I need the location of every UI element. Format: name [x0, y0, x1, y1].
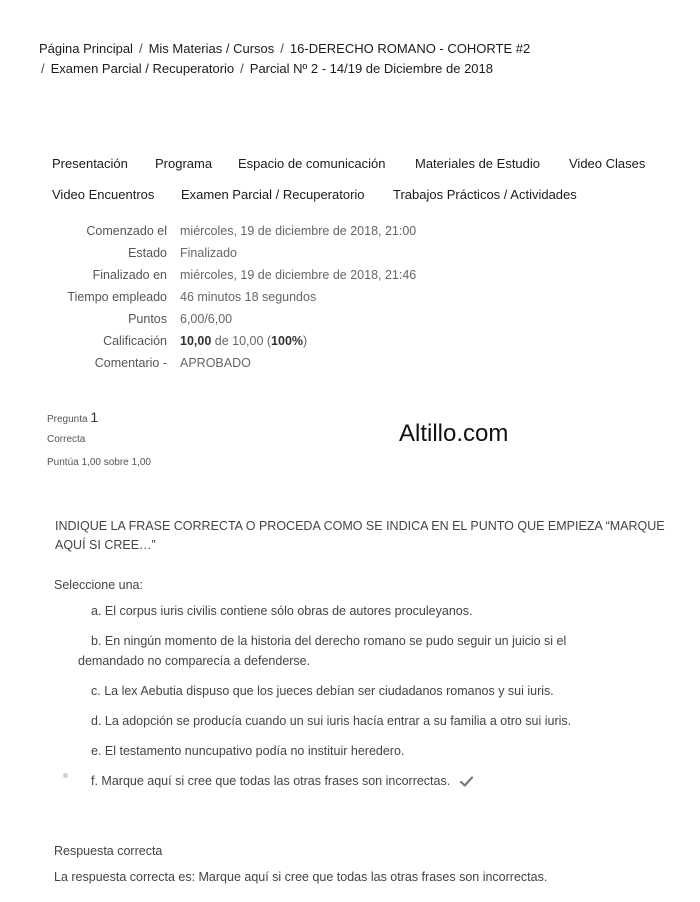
- breadcrumb-home[interactable]: Página Principal: [39, 41, 133, 56]
- time-label: Tiempo empleado: [67, 290, 167, 304]
- breadcrumb-separator: /: [280, 41, 284, 56]
- points-label: Puntos: [128, 312, 167, 326]
- started-label: Comenzado el: [86, 224, 167, 238]
- breadcrumb-exam[interactable]: Parcial Nº 2 - 14/19 de Diciembre de 2018: [249, 61, 493, 76]
- option-f-label: f. Marque aquí si cree que todas las otras frases son incorrectas.: [91, 774, 451, 788]
- nav-programa[interactable]: Programa: [155, 156, 213, 171]
- feedback-title: Respuesta correcta: [54, 844, 163, 858]
- breadcrumb-separator: /: [41, 61, 45, 76]
- option-f[interactable]: [91, 774, 473, 788]
- question-text: INDIQUE LA FRASE CORRECTA O PROCEDA COMO SE INDICA EN EL PUNTO QUE EMPIEZA “MARQUE AQUÍ SI CREE…”: [55, 519, 665, 552]
- option-a[interactable]: a. El corpus iuris civilis contiene sólo obras de autores proculeyanos.: [91, 604, 473, 618]
- points-value: 6,00/6,00: [180, 312, 233, 326]
- breadcrumb-line-2: [41, 61, 493, 76]
- grade-score: 10,00: [180, 334, 212, 348]
- breadcrumb-separator: /: [138, 41, 143, 56]
- option-e[interactable]: e. El testamento nuncupativo podía no instituir heredero.: [91, 744, 405, 758]
- radio-selected-icon[interactable]: [63, 773, 68, 778]
- option-b[interactable]: b. En ningún momento de la historia del derecho romano se pudo seguir un juicio si el: [91, 634, 567, 648]
- time-value: 46 minutos 18 segundos: [180, 290, 317, 304]
- state-label: Estado: [128, 246, 167, 260]
- breadcrumb-courses[interactable]: Mis Materias / Cursos: [148, 41, 275, 56]
- comment-value: APROBADO: [180, 356, 251, 370]
- nav-examen-parcial[interactable]: Examen Parcial / Recuperatorio: [181, 187, 365, 202]
- option-d[interactable]: d. La adopción se producía cuando un sui iuris hacía entrar a su familia a otro sui iuris.: [91, 714, 572, 728]
- feedback-text: La respuesta correcta es: Marque aquí si cree que todas las otras frases son incorrectas.: [54, 870, 548, 884]
- grade-percent: 100%: [271, 334, 304, 348]
- breadcrumb-exam-section[interactable]: Examen Parcial / Recuperatorio: [50, 61, 235, 76]
- breadcrumb-course[interactable]: 16-DERECHO ROMANO - COHORTE #2: [289, 41, 531, 56]
- nav-trabajos-practicos[interactable]: Trabajos Prácticos / Actividades: [393, 187, 577, 202]
- check-icon: [460, 776, 473, 787]
- breadcrumb-separator: /: [240, 61, 244, 76]
- watermark: Altillo.com: [399, 420, 509, 447]
- nav-presentacion[interactable]: Presentación: [52, 156, 128, 171]
- question-status: Correcta: [47, 434, 86, 445]
- nav-video-encuentros[interactable]: Video Encuentros: [52, 187, 155, 202]
- question-score: Puntúa 1,00 sobre 1,00: [47, 457, 151, 468]
- question-number-value: 1: [90, 409, 99, 425]
- option-b-continuation[interactable]: demandado no comparecía a defenderse.: [78, 654, 311, 668]
- finished-label: Finalizado en: [92, 268, 167, 282]
- nav-video-clases[interactable]: Video Clases: [569, 156, 646, 171]
- option-c[interactable]: c. La lex Aebutia dispuso que los jueces debían ser ciudadanos romanos y sui iuris.: [91, 684, 554, 698]
- grade-total: de 10,00 (: [211, 334, 272, 348]
- grade-label: Calificación: [103, 334, 167, 348]
- state-value: Finalizado: [180, 246, 237, 260]
- nav-espacio-comunicacion[interactable]: Espacio de comunicación: [238, 156, 386, 171]
- select-prompt: Seleccione una:: [54, 578, 143, 592]
- finished-value: miércoles, 19 de diciembre de 2018, 21:46: [180, 268, 417, 282]
- grade-value: [180, 334, 307, 348]
- question-prefix: Pregunta: [47, 414, 88, 425]
- grade-close: ): [303, 334, 308, 348]
- started-value: miércoles, 19 de diciembre de 2018, 21:00: [180, 224, 417, 238]
- nav-materiales-estudio[interactable]: Materiales de Estudio: [415, 156, 541, 171]
- question-number: [47, 409, 98, 425]
- breadcrumb: [39, 41, 530, 56]
- comment-label: Comentario -: [94, 356, 167, 370]
